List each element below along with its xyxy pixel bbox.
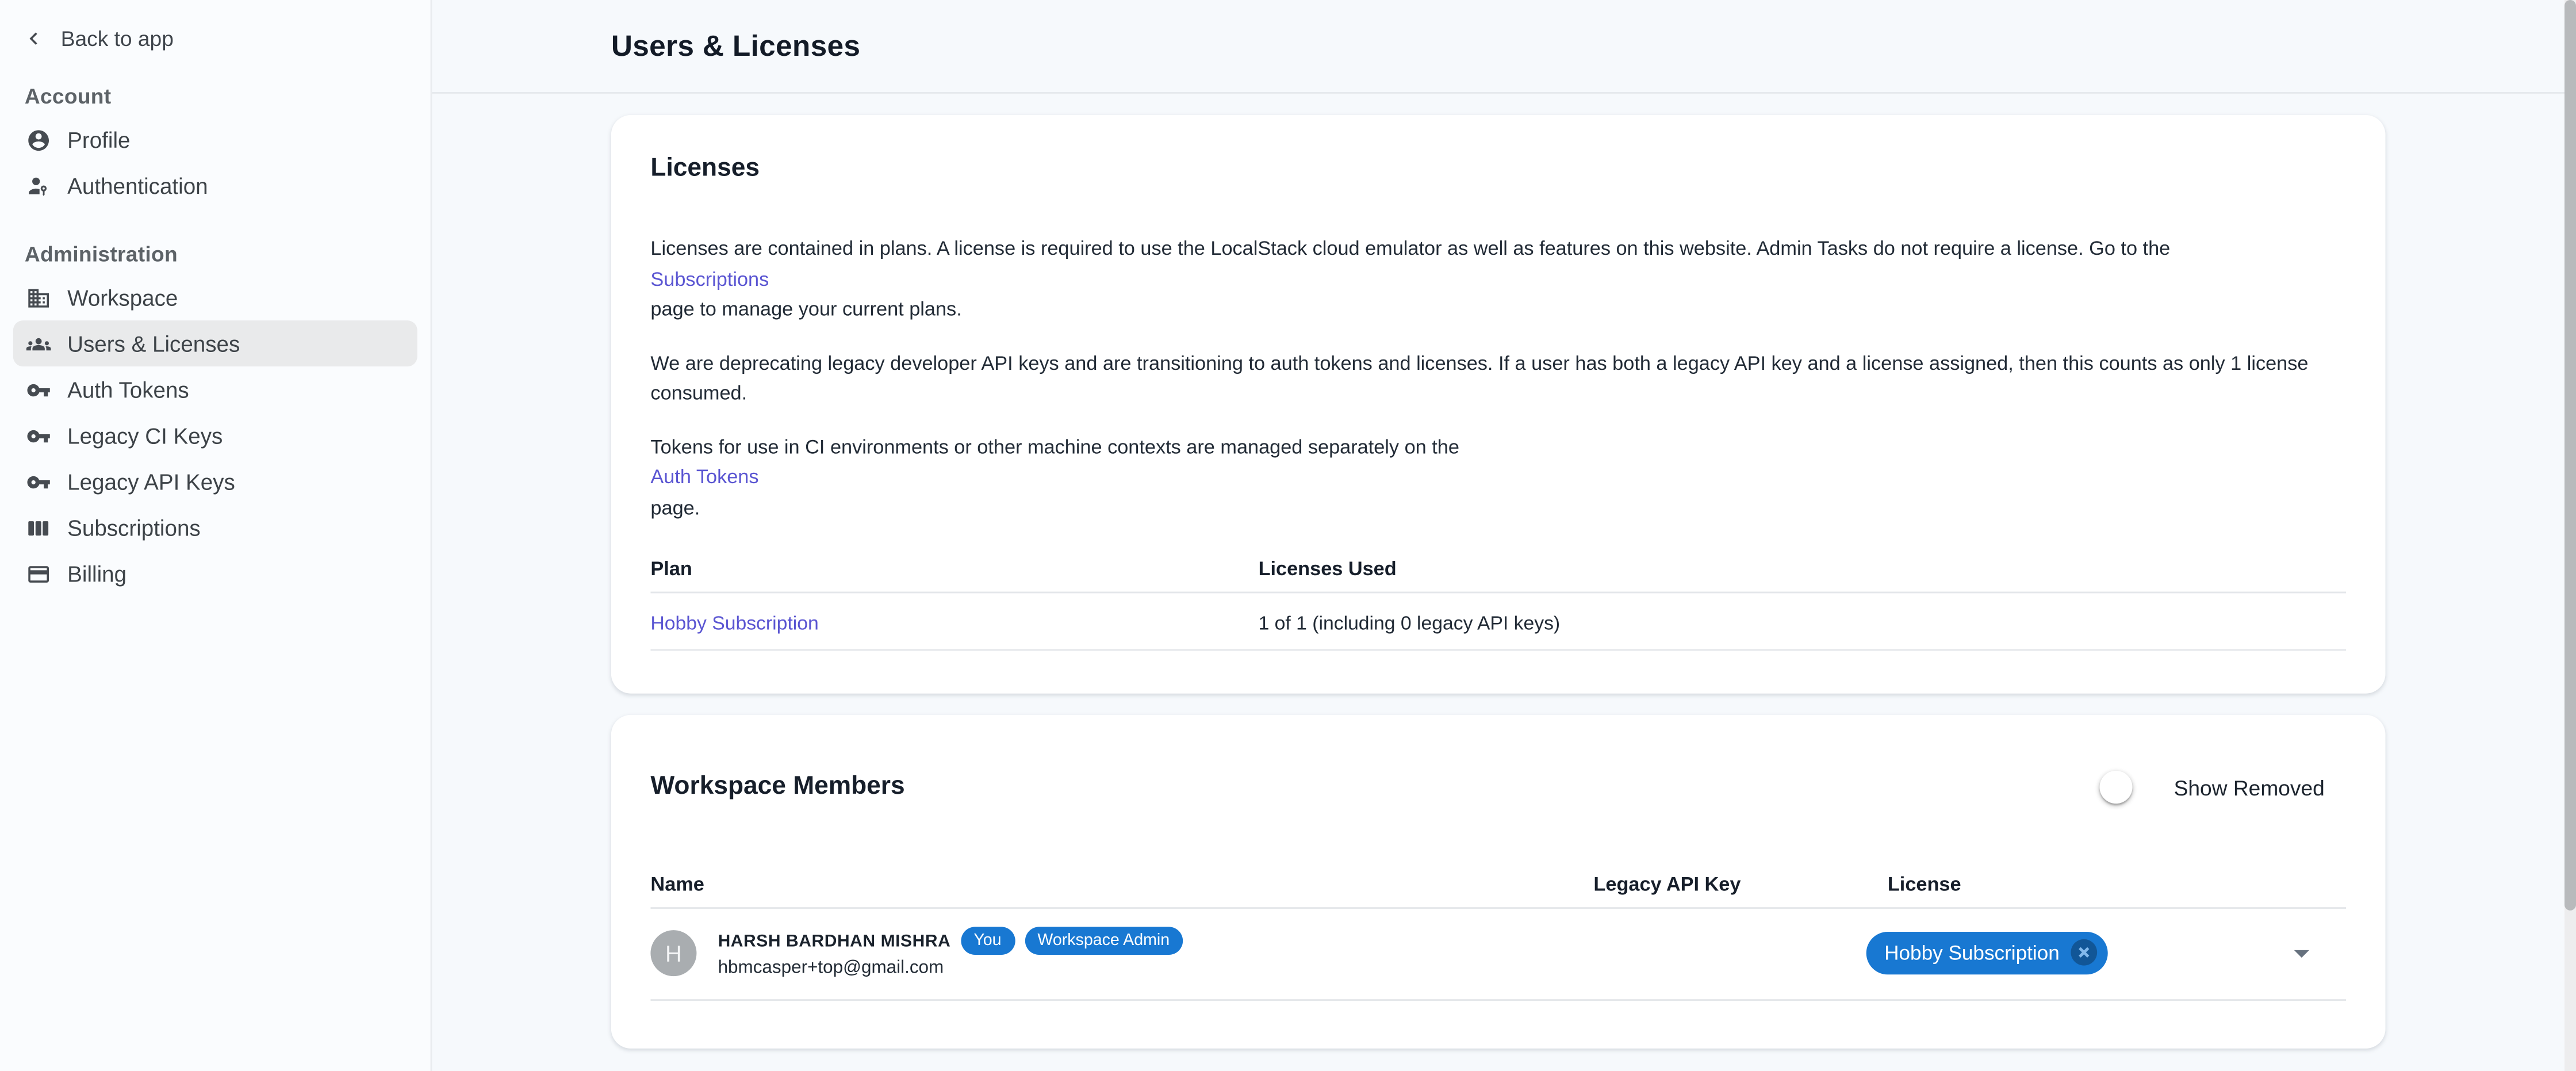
sidebar-item-label: Users & Licenses bbox=[67, 331, 240, 356]
plans-col-plan: Plan bbox=[650, 557, 692, 580]
licenses-intro-text: Licenses are contained in plans. A license is required to use the LocalStack cloud emulator as well as features on this website. Admin Tasks do not require a license. Go to the bbox=[650, 236, 2171, 260]
members-col-name: Name bbox=[650, 873, 704, 896]
auth-tokens-link[interactable]: Auth Tokens bbox=[650, 465, 759, 488]
license-cell bbox=[1866, 931, 2346, 974]
license-chip[interactable] bbox=[1866, 931, 2107, 974]
back-to-app-button[interactable] bbox=[21, 26, 430, 51]
avatar: H bbox=[650, 930, 696, 976]
switch-knob bbox=[2100, 771, 2133, 804]
plans-table-header bbox=[650, 557, 2346, 594]
license-chip-label: Hobby Subscription bbox=[1884, 940, 2060, 964]
show-removed-label: Show Removed bbox=[2174, 775, 2325, 800]
key-icon bbox=[26, 423, 51, 448]
main-area bbox=[432, 0, 2576, 1071]
sidebar-item-workspace[interactable] bbox=[13, 274, 417, 320]
sidebar-section-administration: Administration bbox=[24, 242, 178, 266]
sidebar-item-label: Subscriptions bbox=[67, 515, 201, 540]
member-identity bbox=[718, 927, 1183, 978]
you-badge: You bbox=[960, 927, 1014, 955]
sidebar-item-label: Authentication bbox=[67, 173, 208, 198]
remove-license-icon[interactable] bbox=[2069, 938, 2098, 966]
sidebar-item-auth-tokens[interactable] bbox=[13, 366, 417, 412]
members-card-title: Workspace Members bbox=[650, 772, 905, 801]
licenses-ci-text: Tokens for use in CI environments or other machine contexts are managed separately on the bbox=[650, 434, 1459, 458]
scrollbar-track bbox=[2564, 0, 2576, 1071]
sidebar-item-profile[interactable] bbox=[13, 117, 417, 163]
sidebar-admin-list bbox=[0, 274, 431, 596]
passkey-icon bbox=[26, 173, 51, 198]
sidebar-item-legacy-ci-keys[interactable] bbox=[13, 412, 417, 458]
sidebar-item-legacy-api-keys[interactable] bbox=[13, 458, 417, 504]
sidebar-item-label: Billing bbox=[67, 561, 127, 586]
page-header bbox=[432, 0, 2576, 94]
chevron-left-icon bbox=[21, 26, 46, 51]
columns-icon bbox=[26, 515, 51, 540]
workspace-members-card bbox=[611, 715, 2386, 1049]
settings-sidebar bbox=[0, 0, 432, 1071]
licenses-card bbox=[611, 115, 2386, 694]
plans-table bbox=[650, 557, 2346, 651]
member-name: HARSH BARDHAN MISHRA bbox=[718, 931, 951, 951]
licenses-used-value: 1 of 1 (including 0 legacy API keys) bbox=[1258, 611, 1561, 634]
page-title: Users & Licenses bbox=[611, 29, 861, 62]
building-icon bbox=[26, 285, 51, 310]
sidebar-item-billing[interactable] bbox=[13, 550, 417, 596]
licenses-intro-paragraph bbox=[650, 234, 2346, 325]
chevron-down-icon[interactable] bbox=[2283, 934, 2320, 970]
plans-col-licenses-used: Licenses Used bbox=[1258, 557, 1397, 580]
licenses-ci-paragraph bbox=[650, 431, 2346, 523]
sidebar-item-label: Workspace bbox=[67, 285, 178, 310]
licenses-description bbox=[650, 234, 2346, 523]
members-card-header bbox=[650, 771, 2346, 804]
sidebar-item-label: Profile bbox=[67, 127, 131, 152]
plan-link[interactable]: Hobby Subscription bbox=[650, 611, 819, 634]
members-table-header bbox=[650, 873, 2346, 909]
key-icon bbox=[26, 377, 51, 402]
sidebar-item-label: Auth Tokens bbox=[67, 377, 189, 402]
table-row bbox=[650, 909, 2346, 1001]
credit-card-icon bbox=[26, 561, 51, 586]
sidebar-section-account: Account bbox=[24, 83, 112, 109]
licenses-ci-tail: page. bbox=[650, 495, 700, 519]
member-cell bbox=[650, 927, 1593, 978]
show-removed-toggle-group bbox=[2103, 775, 2325, 800]
back-to-app-label: Back to app bbox=[60, 26, 174, 51]
members-col-license: License bbox=[1887, 873, 1961, 896]
sidebar-item-authentication[interactable] bbox=[13, 163, 417, 209]
sidebar-account-list bbox=[0, 117, 431, 209]
members-col-legacy-api-key: Legacy API Key bbox=[1593, 873, 1741, 896]
subscriptions-link[interactable]: Subscriptions bbox=[650, 267, 769, 290]
groups-icon bbox=[26, 331, 51, 356]
sidebar-item-users-licenses[interactable] bbox=[13, 320, 417, 366]
page-content bbox=[432, 94, 2576, 1070]
scrollbar-thumb[interactable] bbox=[2564, 0, 2576, 911]
key-icon bbox=[26, 469, 51, 494]
table-row bbox=[650, 593, 2346, 651]
workspace-admin-badge: Workspace Admin bbox=[1025, 927, 1183, 955]
member-email: hbmcasper+top@gmail.com bbox=[718, 958, 944, 978]
account-circle-icon bbox=[26, 127, 51, 152]
sidebar-item-label: Legacy CI Keys bbox=[67, 423, 223, 448]
show-removed-switch[interactable] bbox=[2103, 776, 2157, 799]
sidebar-item-label: Legacy API Keys bbox=[67, 469, 235, 494]
licenses-card-title: Licenses bbox=[650, 154, 760, 183]
licenses-deprecation-paragraph: We are deprecating legacy developer API keys and are transitioning to auth tokens and licenses. If a user has both a legacy API key and a license assigned, then this counts as only 1 license consumed. bbox=[650, 351, 2309, 404]
members-table bbox=[650, 873, 2346, 1001]
licenses-intro-tail: page to manage your current plans. bbox=[650, 297, 962, 321]
sidebar-item-subscriptions[interactable] bbox=[13, 504, 417, 550]
